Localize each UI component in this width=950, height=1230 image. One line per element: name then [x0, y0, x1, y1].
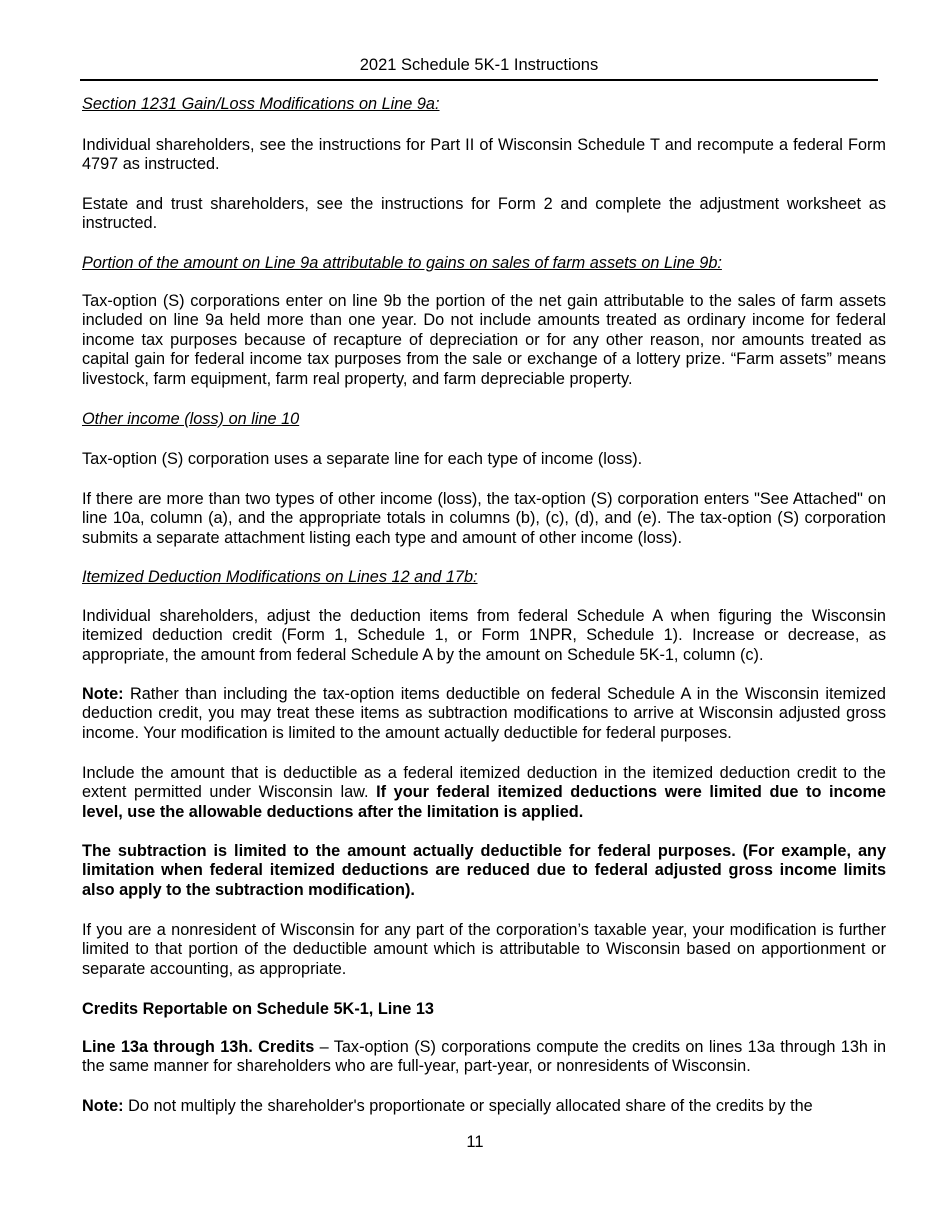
text-run: Tax-option (S) corporation uses a separate line for each type of income (loss). [82, 450, 643, 468]
page-number: 11 [466, 1133, 484, 1151]
header-rule [80, 79, 878, 81]
bold-text: Line 13a through 13h. Credits [82, 1038, 315, 1056]
text-run: Itemized Deduction Modifications on Lines 12 and 17b: [82, 568, 478, 586]
text-run: Portion of the amount on Line 9a attributable to gains on sales of farm assets on Line 9b: [82, 254, 722, 272]
section-heading [82, 95, 886, 114]
paragraph [82, 195, 886, 234]
paragraph [82, 764, 886, 822]
text-run: Tax-option (S) corporations enter on line 9b the portion of the net gain attributable to the sales of farm assets included on line 9a held more than one year. Do not include amounts treated as ordinary income for federal income tax purposes because of recapture of depreciation or for any other reason, nor amounts treated as capital gain for federal income tax purposes from the sale or exchange of a lottery prize. “Farm assets” means livestock, farm equipment, farm real property, and farm depreciable property. [82, 292, 886, 388]
bold-text: If your federal itemized deductions were limited due to income level, use the allowable deductions after the limitation is applied. [82, 783, 886, 821]
text-run: Individual shareholders, see the instructions for Part II of Wisconsin Schedule T and recompute a federal Form 4797 as instructed. [82, 136, 886, 174]
text-run: If you are a nonresident of Wisconsin for any part of the corporation’s taxable year, your modification is further limited to that portion of the deductible amount which is attributable to Wisconsin based on apportionment or separate accounting, as appropriate. [82, 921, 886, 978]
text-run: Individual shareholders, adjust the deduction items from federal Schedule A when figuring the Wisconsin itemized deduction credit (Form 1, Schedule 1, or Form 1NPR, Schedule 1). Increase or decrease, as appropriate, the amount from federal Schedule A by the amount on Schedule 5K-1, column (c). [82, 607, 886, 664]
paragraph [82, 1097, 886, 1116]
paragraph [82, 136, 886, 175]
bold-text: Note: [82, 1097, 124, 1115]
text-run: – Tax-option (S) corporations compute the credits on lines 13a through 13h in the same manner for shareholders who are full-year, part-year, or nonresidents of Wisconsin. [82, 1038, 886, 1076]
text-run: Estate and trust shareholders, see the instructions for Form 2 and complete the adjustment worksheet as instructed. [82, 195, 886, 233]
paragraph [82, 450, 886, 469]
paragraph [82, 921, 886, 979]
bold-text: Note: [82, 685, 124, 703]
section-heading [82, 1000, 886, 1019]
section-heading [82, 568, 886, 587]
paragraph [82, 490, 886, 548]
section-heading [82, 410, 886, 429]
text-run: Rather than including the tax-option items deductible on federal Schedule A in the Wisconsin itemized deduction credit, you may treat these items as subtraction modifications to arrive at Wisconsin adjusted gross income. Your modification is limited to the amount actually deductible for federal purposes. [82, 685, 886, 742]
paragraph [82, 292, 886, 389]
bold-text: The subtraction is limited to the amount actually deductible for federal purposes. (For example, any limitation when federal itemized deductions are reduced due to federal adjusted gross income limits also apply to the subtraction modification). [82, 842, 886, 899]
paragraph [82, 1038, 886, 1077]
text-run: Do not multiply the shareholder's proportionate or specially allocated share of the credits by the [123, 1097, 813, 1115]
paragraph [82, 607, 886, 665]
paragraph [82, 842, 886, 900]
text-run: Other income (loss) on line 10 [82, 410, 300, 428]
bold-text: Credits Reportable on Schedule 5K-1, Line 13 [82, 1000, 434, 1018]
text-run: If there are more than two types of other income (loss), the tax-option (S) corporation enters "See Attached" on line 10a, column (a), and the appropriate totals in columns (b), (c), (d), and (e). The tax-option (S) corporation submits a separate attachment listing each type and amount of other income (loss). [82, 490, 886, 547]
paragraph [82, 685, 886, 743]
page-header: 2021 Schedule 5K-1 Instructions [359, 56, 599, 74]
text-run: Include the amount that is deductible as a federal itemized deduction in the itemized deduction credit to the extent permitted under Wisconsin law. [82, 764, 886, 802]
section-heading [82, 254, 886, 273]
text-run: Section 1231 Gain/Loss Modifications on Line 9a: [82, 95, 440, 113]
